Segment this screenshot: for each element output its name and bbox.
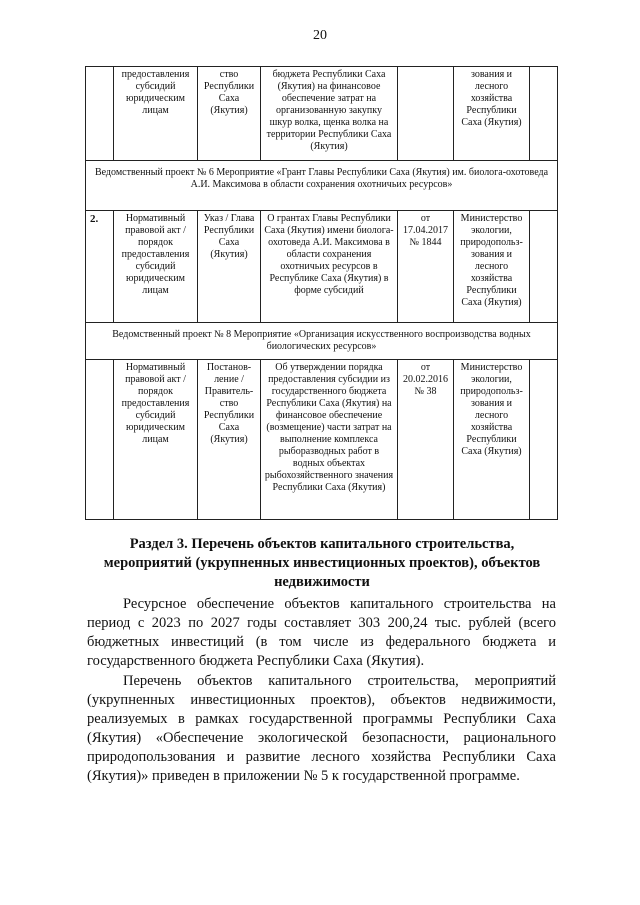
issuer-cell: ство Республики Саха (Якутия) [198,67,261,161]
issuer-cell: Постанов- ление / Правитель- ство Республики Саха (Якутия) [198,360,261,520]
executor-cell: зования и лесного хозяйства Республики Саха (Якутия) [454,67,530,161]
paragraph-objects-list: Перечень объектов капитального строительства, мероприятий (укрупненных инвестиционных проектов), объектов недвижимости, реализуемых в рамках государственной программы Республики Саха (Якутия) «Обеспечение экологической безопасности, рационального природопользования и развитие лесного хозяйства Республики Саха (Якутия)» приведен в приложении № 5 к государственной программе. [87,673,556,784]
extra-cell [530,360,558,520]
act-type-cell: Нормативный правовой акт / порядок предоставления субсидий юридическим лицам [114,360,198,520]
act-type-cell: Нормативный правовой акт / порядок предоставления субсидий юридическим лицам [114,211,198,323]
table-row [86,211,558,323]
project-6-header: Ведомственный проект № 6 Мероприятие «Грант Главы Республики Саха (Якутия) им. биолога-охотоведа А.И. Максимова в области сохранения охотничьих ресурсов» [86,161,558,211]
act-type-cell: предоставления субсидий юридическим лицам [114,67,198,161]
row-number-cell: 2. [86,211,114,323]
act-date-cell [398,67,454,161]
section-title: Раздел 3. Перечень объектов капитального строительства, мероприятий (укрупненных инвестиционных проектов), объектов недвижимости [103,536,541,590]
act-title-cell: Об утверждении порядка предоставления субсидии из государственного бюджета Республики Саха (Якутия) на финансовое обеспечение (возмещение) части затрат на выполнение комплекса рыборазводных работ в водных объектах рыбохозяйственного значения Республики Саха (Якутия) [261,360,398,520]
act-title-cell: О грантах Главы Республики Саха (Якутия) имени биолога-охотоведа А.И. Максимова в области сохранения охотничьих ресурсов в Республике Саха (Якутия) в форме субсидий [261,211,398,323]
regulatory-acts-table [85,66,558,520]
act-date-cell: от 17.04.2017 № 1844 [398,211,454,323]
row-number-cell [86,360,114,520]
act-date-cell: от 20.02.2016 № 38 [398,360,454,520]
table-row [86,67,558,161]
executor-cell: Министерство экологии, природопольз- зования и лесного хозяйства Республики Саха (Якутия) [454,360,530,520]
extra-cell [530,211,558,323]
executor-cell: Министерство экологии, природопольз- зования и лесного хозяйства Республики Саха (Якутия) [454,211,530,323]
paragraph-funding: Ресурсное обеспечение объектов капитального строительства на период с 2023 по 2027 годы составляет 303 200,24 тыс. рублей (всего бюджетных инвестиций (в том числе из федерального бюджета и государственного бюджета Республики Саха (Якутия). [87,596,556,669]
page-number: 20 [313,28,327,43]
project-header-row [86,161,558,211]
project-8-header: Ведомственный проект № 8 Мероприятие «Организация искусственного воспроизводства водных биологических ресурсов» [86,323,558,360]
issuer-cell: Указ / Глава Республики Саха (Якутия) [198,211,261,323]
row-number-cell [86,67,114,161]
project-header-row [86,323,558,360]
extra-cell [530,67,558,161]
act-title-cell: бюджета Республики Саха (Якутия) на финансовое обеспечение затрат на организованную закупку шкур волка, щенка волка на территории Республики Саха (Якутия) [261,67,398,161]
table-row [86,360,558,520]
